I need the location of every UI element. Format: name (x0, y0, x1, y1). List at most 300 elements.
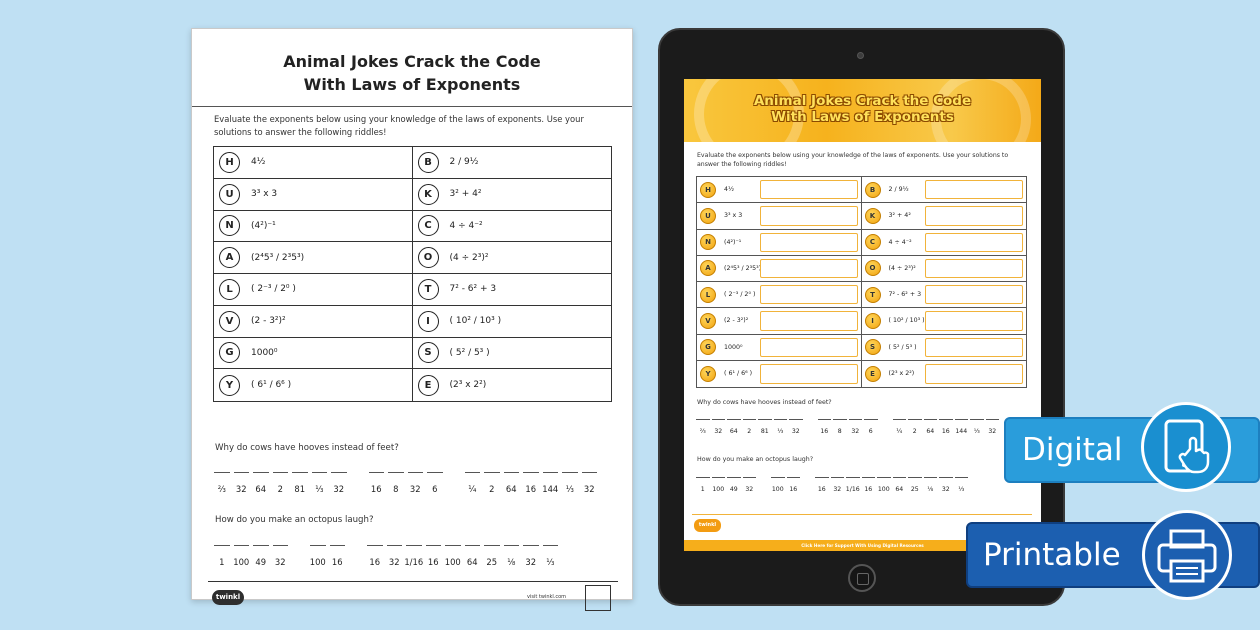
answer-line (406, 545, 422, 546)
digital-footer-divider (692, 514, 1032, 515)
answer-line (234, 545, 250, 546)
answer-line (924, 477, 938, 478)
answer-number: 16 (427, 557, 439, 567)
answer-line (970, 419, 984, 420)
answer-number: 100 (233, 557, 250, 567)
answer-number: 32 (988, 428, 997, 435)
digital-code-letter: T (865, 287, 881, 303)
answer-number: ¼ (468, 484, 477, 494)
answer-number: 32 (583, 484, 595, 494)
printable-label: Printable (983, 537, 1121, 573)
answer-number: 100 (877, 486, 890, 493)
riddle-2-answer-lines (212, 545, 578, 567)
word-group (367, 472, 445, 494)
answer-number: ¼ (896, 428, 903, 435)
answer-number: 16 (941, 428, 950, 435)
answer-slot (463, 472, 483, 494)
code-cell (413, 147, 612, 179)
answer-input-box[interactable] (760, 285, 858, 304)
answer-slot (406, 472, 426, 494)
worksheet-instructions: Evaluate the exponents below using your knowledge of the laws of exponents. Use your solutions to answer the following riddles! (214, 114, 584, 137)
answer-number: ⅛ (927, 486, 934, 493)
digital-code-letter: O (865, 260, 881, 276)
digital-code-cell (697, 230, 862, 256)
home-button[interactable] (848, 564, 876, 592)
answer-line (427, 472, 443, 473)
answer-number: ⅓ (958, 486, 965, 493)
answer-input-box[interactable] (925, 364, 1023, 384)
riddle-2: How do you make an octopus laugh? (215, 515, 374, 525)
code-letter: O (418, 247, 439, 268)
digital-code-cell (697, 256, 862, 282)
answer-number: 100 (309, 557, 326, 567)
answer-number: 144 (542, 484, 559, 494)
answer-input-box[interactable] (925, 206, 1023, 225)
answer-line (908, 477, 922, 478)
answer-line (234, 472, 250, 473)
answer-number: 25 (910, 486, 919, 493)
answer-slot (560, 472, 580, 494)
answer-line (465, 545, 481, 546)
answer-slot (329, 472, 349, 494)
answer-slot (938, 419, 954, 435)
answer-line (273, 545, 289, 546)
answer-line (743, 419, 757, 420)
code-expression: ( 10² / 10³ ) (449, 316, 502, 327)
title-line-2: With Laws of Exponents (303, 75, 521, 94)
code-letter: T (418, 279, 439, 300)
answer-line (543, 545, 559, 546)
answer-slot (212, 545, 232, 567)
exponent-code-table (213, 146, 612, 402)
digital-code-expression: 2 / 9½ (888, 186, 909, 194)
answer-slot (742, 419, 758, 435)
answer-input-box[interactable] (925, 259, 1023, 278)
answer-line (833, 419, 847, 420)
answer-number: ⅓ (315, 484, 324, 494)
digital-code-letter: K (865, 208, 881, 224)
answer-line (877, 477, 891, 478)
answer-slot (770, 477, 786, 493)
code-expression: 1000⁰ (251, 347, 278, 358)
code-expression: 7² - 6² + 3 (449, 284, 497, 295)
answer-slot (271, 545, 291, 567)
answer-line (367, 545, 383, 546)
answer-line (846, 477, 860, 478)
answer-line (504, 472, 520, 473)
answer-number: 32 (714, 428, 723, 435)
digital-code-letter: C (865, 234, 881, 250)
answer-number: 2 (747, 428, 752, 435)
code-cell (214, 211, 413, 243)
answer-number: 81 (760, 428, 769, 435)
digital-code-cell (862, 203, 1027, 229)
code-letter: S (418, 342, 439, 363)
answer-slot (580, 472, 600, 494)
code-expression: ( 5² / 5³ ) (449, 347, 490, 358)
answer-number: 144 (955, 428, 968, 435)
answer-number: 32 (791, 428, 800, 435)
digital-code-cell (862, 256, 1027, 282)
code-cell (413, 211, 612, 243)
answer-slot (861, 477, 877, 493)
answer-line (214, 545, 230, 546)
code-letter: C (418, 215, 439, 236)
worksheet-title (192, 29, 632, 106)
answer-slot (212, 472, 232, 494)
answer-line (727, 477, 741, 478)
code-expression: (2⁴5³ / 2³5³) (251, 252, 305, 263)
answer-line (484, 545, 500, 546)
answer-number: 16 (369, 557, 381, 567)
answer-line (986, 419, 1000, 420)
answer-slot (863, 419, 879, 435)
word-group (892, 419, 1001, 435)
code-cell (214, 306, 413, 338)
answer-number: 32 (851, 428, 860, 435)
answer-slot (907, 419, 923, 435)
digital-code-expression: 4½ (724, 186, 735, 194)
answer-slot (328, 545, 348, 567)
code-letter: V (219, 311, 240, 332)
answer-line (924, 419, 938, 420)
digital-code-letter: Y (700, 366, 716, 382)
digital-riddle-2: How do you make an octopus laugh? (697, 456, 814, 463)
banner-title-line-2: With Laws of Exponents (771, 109, 954, 125)
word-group (308, 545, 347, 567)
answer-slot (290, 472, 310, 494)
answer-line (465, 472, 481, 473)
digital-riddle-2-answers (695, 477, 982, 493)
answer-slot (232, 472, 252, 494)
answer-line (253, 472, 269, 473)
answer-line (426, 545, 442, 546)
answer-input-box[interactable] (925, 180, 1023, 199)
answer-number: ⅔ (217, 484, 226, 494)
answer-line (523, 545, 539, 546)
answer-slot (251, 472, 271, 494)
digital-code-expression: (2 - 3²)² (724, 317, 749, 325)
answer-number: 64 (255, 484, 267, 494)
digital-code-letter: L (700, 287, 716, 303)
answer-slot (424, 545, 444, 567)
answer-number: 6 (868, 428, 873, 435)
digital-code-cell (862, 177, 1027, 203)
digital-code-letter: I (865, 313, 881, 329)
digital-code-letter: S (865, 339, 881, 355)
answer-number: 2 (912, 428, 917, 435)
answer-input-box[interactable] (760, 233, 858, 252)
answer-line (815, 477, 829, 478)
answer-line (214, 472, 230, 473)
code-cell (214, 179, 413, 211)
answer-slot (521, 472, 541, 494)
word-group (817, 419, 879, 435)
answer-number: 32 (525, 557, 537, 567)
printable-worksheet (191, 28, 633, 600)
answer-slot (711, 419, 727, 435)
answer-number: 25 (486, 557, 498, 567)
answer-line (758, 419, 772, 420)
digital-code-letter: H (700, 182, 716, 198)
answer-line (727, 419, 741, 420)
code-expression: 2 / 9½ (449, 157, 479, 168)
digital-code-letter: U (700, 208, 716, 224)
twinkl-logo: twinkl (212, 590, 244, 605)
code-cell (413, 369, 612, 401)
answer-slot (817, 419, 833, 435)
answer-input-box[interactable] (760, 311, 858, 330)
riddle-1-answer-lines (212, 472, 617, 494)
answer-line (331, 472, 347, 473)
answer-slot (482, 472, 502, 494)
answer-slot (892, 477, 908, 493)
digital-code-expression: (2³ x 2²) (888, 370, 915, 378)
answer-slot (726, 419, 742, 435)
digital-code-letter: B (865, 182, 881, 198)
digital-code-cell (697, 308, 862, 334)
answer-input-box[interactable] (760, 338, 858, 357)
digital-code-expression: ( 2⁻³ / 2⁰ ) (724, 291, 756, 299)
answer-slot (923, 419, 939, 435)
answer-line (273, 472, 289, 473)
code-cell (413, 274, 612, 306)
answer-slot (786, 477, 802, 493)
answer-line (955, 477, 969, 478)
answer-line (445, 545, 461, 546)
answer-number: 16 (789, 486, 798, 493)
answer-slot (876, 477, 892, 493)
answer-line (712, 419, 726, 420)
answer-line (484, 472, 500, 473)
answer-slot (308, 545, 328, 567)
answer-number: 49 (255, 557, 267, 567)
code-expression: ( 6¹ / 6⁶ ) (251, 380, 292, 391)
answer-line (939, 477, 953, 478)
word-group (463, 472, 600, 494)
code-expression: (4 ÷ 2³)² (449, 252, 489, 263)
answer-line (774, 419, 788, 420)
answer-number: ⅓ (565, 484, 574, 494)
answer-number: 1 (219, 557, 225, 567)
answer-line (831, 477, 845, 478)
digital-label: Digital (1022, 432, 1123, 468)
answer-slot (814, 477, 830, 493)
word-group (212, 472, 349, 494)
code-cell (413, 179, 612, 211)
code-cell (413, 242, 612, 274)
answer-slot (482, 545, 502, 567)
answer-input-box[interactable] (760, 180, 858, 199)
banner-title-line-1: Animal Jokes Crack the Code (753, 93, 972, 109)
answer-number: 8 (393, 484, 399, 494)
answer-number: 16 (525, 484, 537, 494)
answer-number: ⅛ (507, 557, 516, 567)
answer-slot (848, 419, 864, 435)
answer-input-box[interactable] (925, 285, 1023, 304)
answer-slot (907, 477, 923, 493)
title-line-1: Animal Jokes Crack the Code (283, 52, 541, 71)
code-letter: B (418, 152, 439, 173)
code-cell (214, 369, 413, 401)
answer-line (818, 419, 832, 420)
answer-input-box[interactable] (760, 206, 858, 225)
answer-number: ⅓ (777, 428, 784, 435)
answer-number: 100 (771, 486, 784, 493)
answer-slot (892, 419, 908, 435)
answer-line (849, 419, 863, 420)
code-letter: N (219, 215, 240, 236)
answer-number: 1/16 (404, 557, 424, 567)
support-link[interactable]: Click Here for Support With Using Digital Resources (684, 540, 1041, 551)
code-cell (214, 274, 413, 306)
digital-code-expression: ( 5² / 5³ ) (888, 343, 917, 351)
code-letter: H (219, 152, 240, 173)
digital-code-cell (697, 335, 862, 361)
answer-line (787, 477, 801, 478)
footer-badge-icon (585, 585, 611, 611)
digital-code-cell (697, 177, 862, 203)
answer-input-box[interactable] (925, 311, 1023, 330)
answer-slot (969, 419, 985, 435)
answer-number: 64 (926, 428, 935, 435)
answer-number: 100 (444, 557, 461, 567)
answer-slot (830, 477, 846, 493)
answer-number: 64 (466, 557, 478, 567)
digital-code-expression: (2⁴5³ / 2³5³) (724, 264, 762, 272)
answer-line (893, 419, 907, 420)
answer-line (908, 419, 922, 420)
code-expression: 3² + 4² (449, 189, 482, 200)
digital-code-letter: E (865, 366, 881, 382)
answer-slot (232, 545, 252, 567)
answer-line (253, 545, 269, 546)
digital-code-cell (697, 361, 862, 387)
answer-number: 32 (333, 484, 345, 494)
word-group (695, 477, 757, 493)
answer-slot (788, 419, 804, 435)
code-letter: L (219, 279, 240, 300)
answer-slot (251, 545, 271, 567)
riddle-1: Why do cows have hooves instead of feet? (215, 443, 399, 453)
answer-slot (985, 419, 1001, 435)
answer-number: 64 (895, 486, 904, 493)
digital-code-cell (862, 335, 1027, 361)
digital-code-expression: 4 ÷ 4⁻² (888, 238, 912, 246)
digital-code-cell (862, 308, 1027, 334)
answer-slot (726, 477, 742, 493)
digital-code-expression: 3² + 4² (888, 212, 911, 220)
answer-slot (711, 477, 727, 493)
answer-number: ⅔ (699, 428, 706, 435)
answer-line (582, 472, 598, 473)
answer-slot (367, 472, 387, 494)
answer-line (387, 545, 403, 546)
digital-code-expression: 3³ x 3 (724, 212, 743, 220)
footer-url: visit twinkl.com (527, 594, 567, 600)
answer-slot (404, 545, 424, 567)
word-group (365, 545, 560, 567)
answer-line (292, 472, 308, 473)
answer-number: 1 (700, 486, 705, 493)
answer-input-box[interactable] (760, 364, 858, 384)
answer-slot (385, 545, 405, 567)
answer-number: ⅓ (973, 428, 980, 435)
answer-number: 16 (331, 557, 343, 567)
answer-slot (757, 419, 773, 435)
answer-slot (425, 472, 445, 494)
word-group (695, 419, 804, 435)
answer-line (312, 472, 328, 473)
answer-number: 100 (712, 486, 725, 493)
answer-slot (386, 472, 406, 494)
code-letter: I (418, 311, 439, 332)
digital-code-expression: (4²)⁻¹ (724, 238, 742, 246)
answer-slot (541, 472, 561, 494)
answer-input-box[interactable] (760, 259, 858, 278)
answer-number: 32 (409, 484, 421, 494)
answer-line (696, 477, 710, 478)
answer-line (939, 419, 953, 420)
digital-twinkl-logo: twinkl (694, 519, 721, 532)
printer-icon (1142, 510, 1232, 600)
answer-slot (845, 477, 861, 493)
digital-code-letter: V (700, 313, 716, 329)
code-letter: A (219, 247, 240, 268)
answer-slot (521, 545, 541, 567)
answer-line (771, 477, 785, 478)
answer-input-box[interactable] (925, 338, 1023, 357)
answer-number: ⅓ (546, 557, 555, 567)
digital-riddle-1-answers (695, 419, 1013, 435)
answer-slot (541, 545, 561, 567)
code-letter: E (418, 375, 439, 396)
answer-slot (954, 477, 970, 493)
answer-number: 32 (235, 484, 247, 494)
code-expression: ( 2⁻³ / 2⁰ ) (251, 284, 296, 295)
answer-number: 81 (294, 484, 306, 494)
digital-code-cell (697, 203, 862, 229)
digital-code-expression: ( 10² / 10³ ) (888, 317, 925, 325)
word-group (814, 477, 969, 493)
digital-code-table (696, 176, 1027, 388)
answer-number: 8 (837, 428, 842, 435)
answer-slot (463, 545, 483, 567)
answer-input-box[interactable] (925, 233, 1023, 252)
answer-number: 32 (745, 486, 754, 493)
tablet-touch-icon (1141, 402, 1231, 492)
answer-slot (695, 477, 711, 493)
code-expression: 4½ (251, 157, 266, 168)
answer-number: 32 (274, 557, 286, 567)
digital-banner (684, 79, 1041, 142)
code-cell (214, 242, 413, 274)
code-cell (214, 147, 413, 179)
answer-slot (502, 472, 522, 494)
digital-code-expression: (4 ÷ 2³)² (888, 264, 916, 272)
answer-number: 32 (833, 486, 842, 493)
answer-slot (773, 419, 789, 435)
code-letter: K (418, 184, 439, 205)
code-expression: (2³ x 2²) (449, 380, 487, 391)
answer-number: 2 (277, 484, 283, 494)
code-expression: 3³ x 3 (251, 189, 278, 200)
answer-slot (502, 545, 522, 567)
digital-code-letter: A (700, 260, 716, 276)
answer-line (955, 419, 969, 420)
answer-slot (695, 419, 711, 435)
answer-line (893, 477, 907, 478)
